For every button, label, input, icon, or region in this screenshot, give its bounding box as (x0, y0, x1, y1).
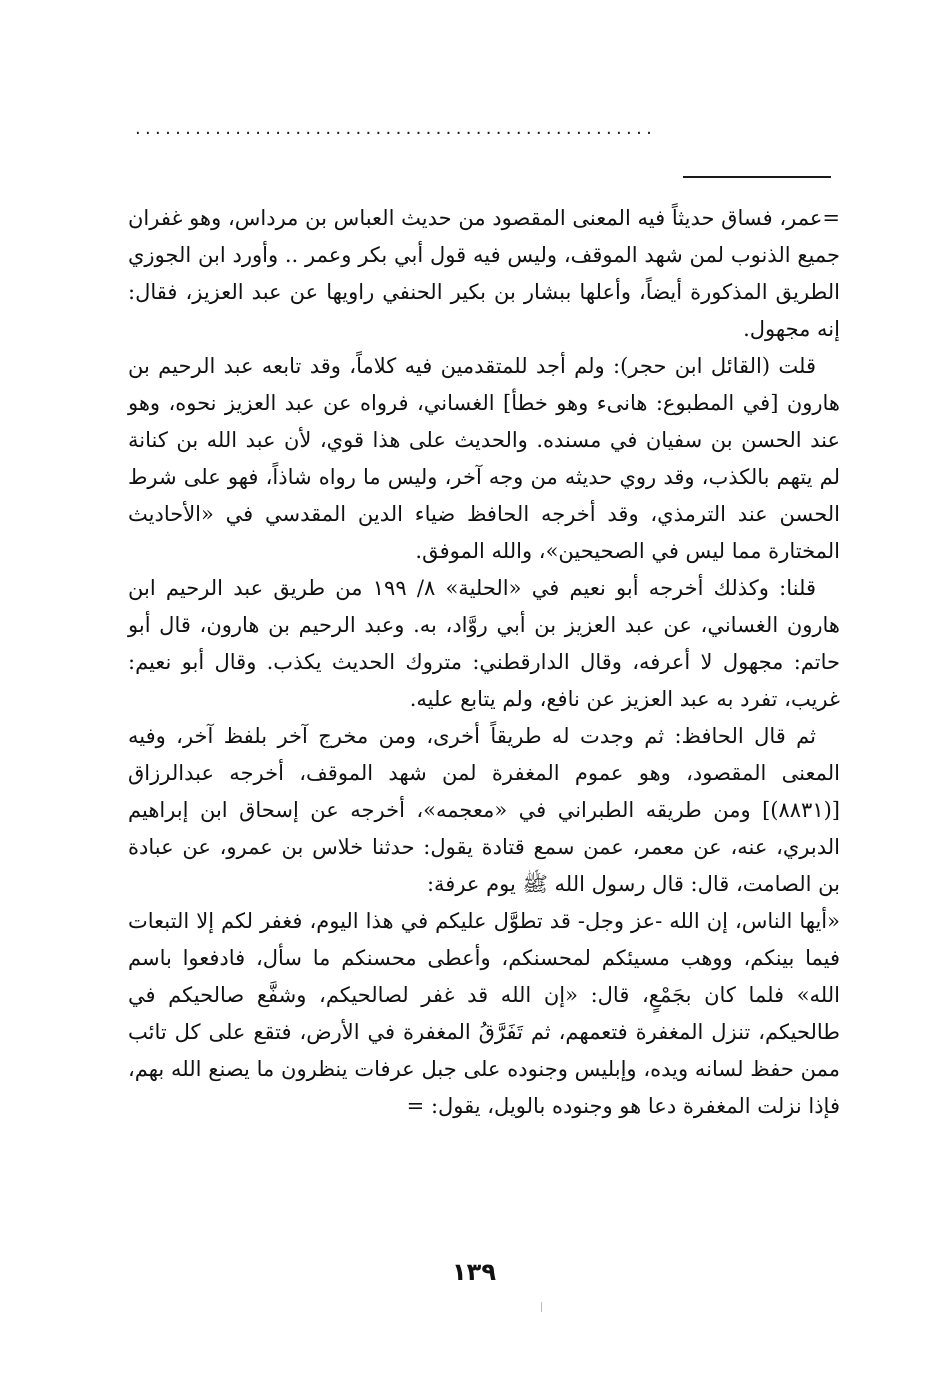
page-number: ١٣٩ (452, 1258, 496, 1286)
footnote-paragraph: قلت (القائل ابن حجر): ولم أجد للمتقدمين فيه كلاماً، وقد تابعه عبد الرحيم بن هارون [في المطبوع: هانىء وهو خطأ] الغساني، فرواه عن عبد العزيز نحوه، وهو عند الحسن بن سفيان في مسنده. والحديث على هذا قوي، لأن عبد الله بن كنانة لم يتهم بالكذب، وقد روي حديثه من وجه آخر، وليس ما رواه شاذاً، فهو على شرط الحسن عند الترمذي، وقد أخرجه الحافظ ضياء الدين المقدسي في «الأحاديث المختارة مما ليس في الصحيحين»، والله الموفق. (128, 354, 840, 563)
footnote-paragraph: قلنا: وكذلك أخرجه أبو نعيم في «الحلية» ٨/ ١٩٩ من طريق عبد الرحيم ابن هارون الغساني، عن عبد العزيز بن أبي روَّاد، به. وعبد الرحيم بن هارون، قال أبو حاتم: مجهول لا أعرفه، وقال الدارقطني: متروك الحديث يكذب. وقال أبو نعيم: غريب، تفرد به عبد العزيز عن نافع، ولم يتابع عليه. (128, 576, 840, 711)
footnote-paragraph: «أيها الناس، إن الله -عز وجل- قد تطوَّل عليكم في هذا اليوم، فغفر لكم إلا التبعات فيما بينكم، ووهب مسيئكم لمحسنكم، وأعطى محسنكم ما سأل، فادفعوا باسم الله» فلما كان بجَمْعٍ، قال: «إن الله قد غفر لصالحيكم، وشفَّع صالحيكم في طالحيكم، تنزل المغفرة فتعمهم، ثم تَفَرَّقُ المغفرة في الأرض، فتقع على كل تائب ممن حفظ لسانه ويده، وإبليس وجنوده على جبل عرفات ينظرون ما يصنع الله بهم، فإذا نزلت المغفرة دعا هو وجنوده بالويل، يقول: = (128, 909, 840, 1118)
footnote-rule (683, 176, 831, 178)
footnote-paragraph: ثم قال الحافظ: ثم وجدت له طريقاً أخرى، ومن مخرج آخر بلفظ آخر، وفيه المعنى المقصود، وهو عموم المغفرة لمن شهد الموقف، أخرجه عبدالرزاق [(٨٨٣١)] ومن طريقه الطبراني في «معجمه»، أخرجه عن إسحاق ابن إبراهيم الدبري، عنه، عن معمر، عمن سمع قتادة يقول: حدثنا خلاس بن عمرو، عن عبادة بن الصامت، قال: قال رسول الله ﷺ يوم عرفة: (128, 724, 840, 896)
footnote-paragraph: =عمر، فساق حديثاً فيه المعنى المقصود من حديث العباس بن مرداس، وهو غفران جميع الذنوب لمن شهد الموقف، وليس فيه قول أبي بكر وعمر .. وأورد ابن الجوزي الطريق المذكورة أيضاً، وأعلها ببشار بن بكير الحنفي راويها عن عبد العزيز، فقال: إنه مجهول. (128, 206, 840, 341)
footnote-body (128, 200, 840, 1125)
dotted-separator: .................................................... (135, 118, 657, 139)
scan-speck (541, 1302, 542, 1312)
